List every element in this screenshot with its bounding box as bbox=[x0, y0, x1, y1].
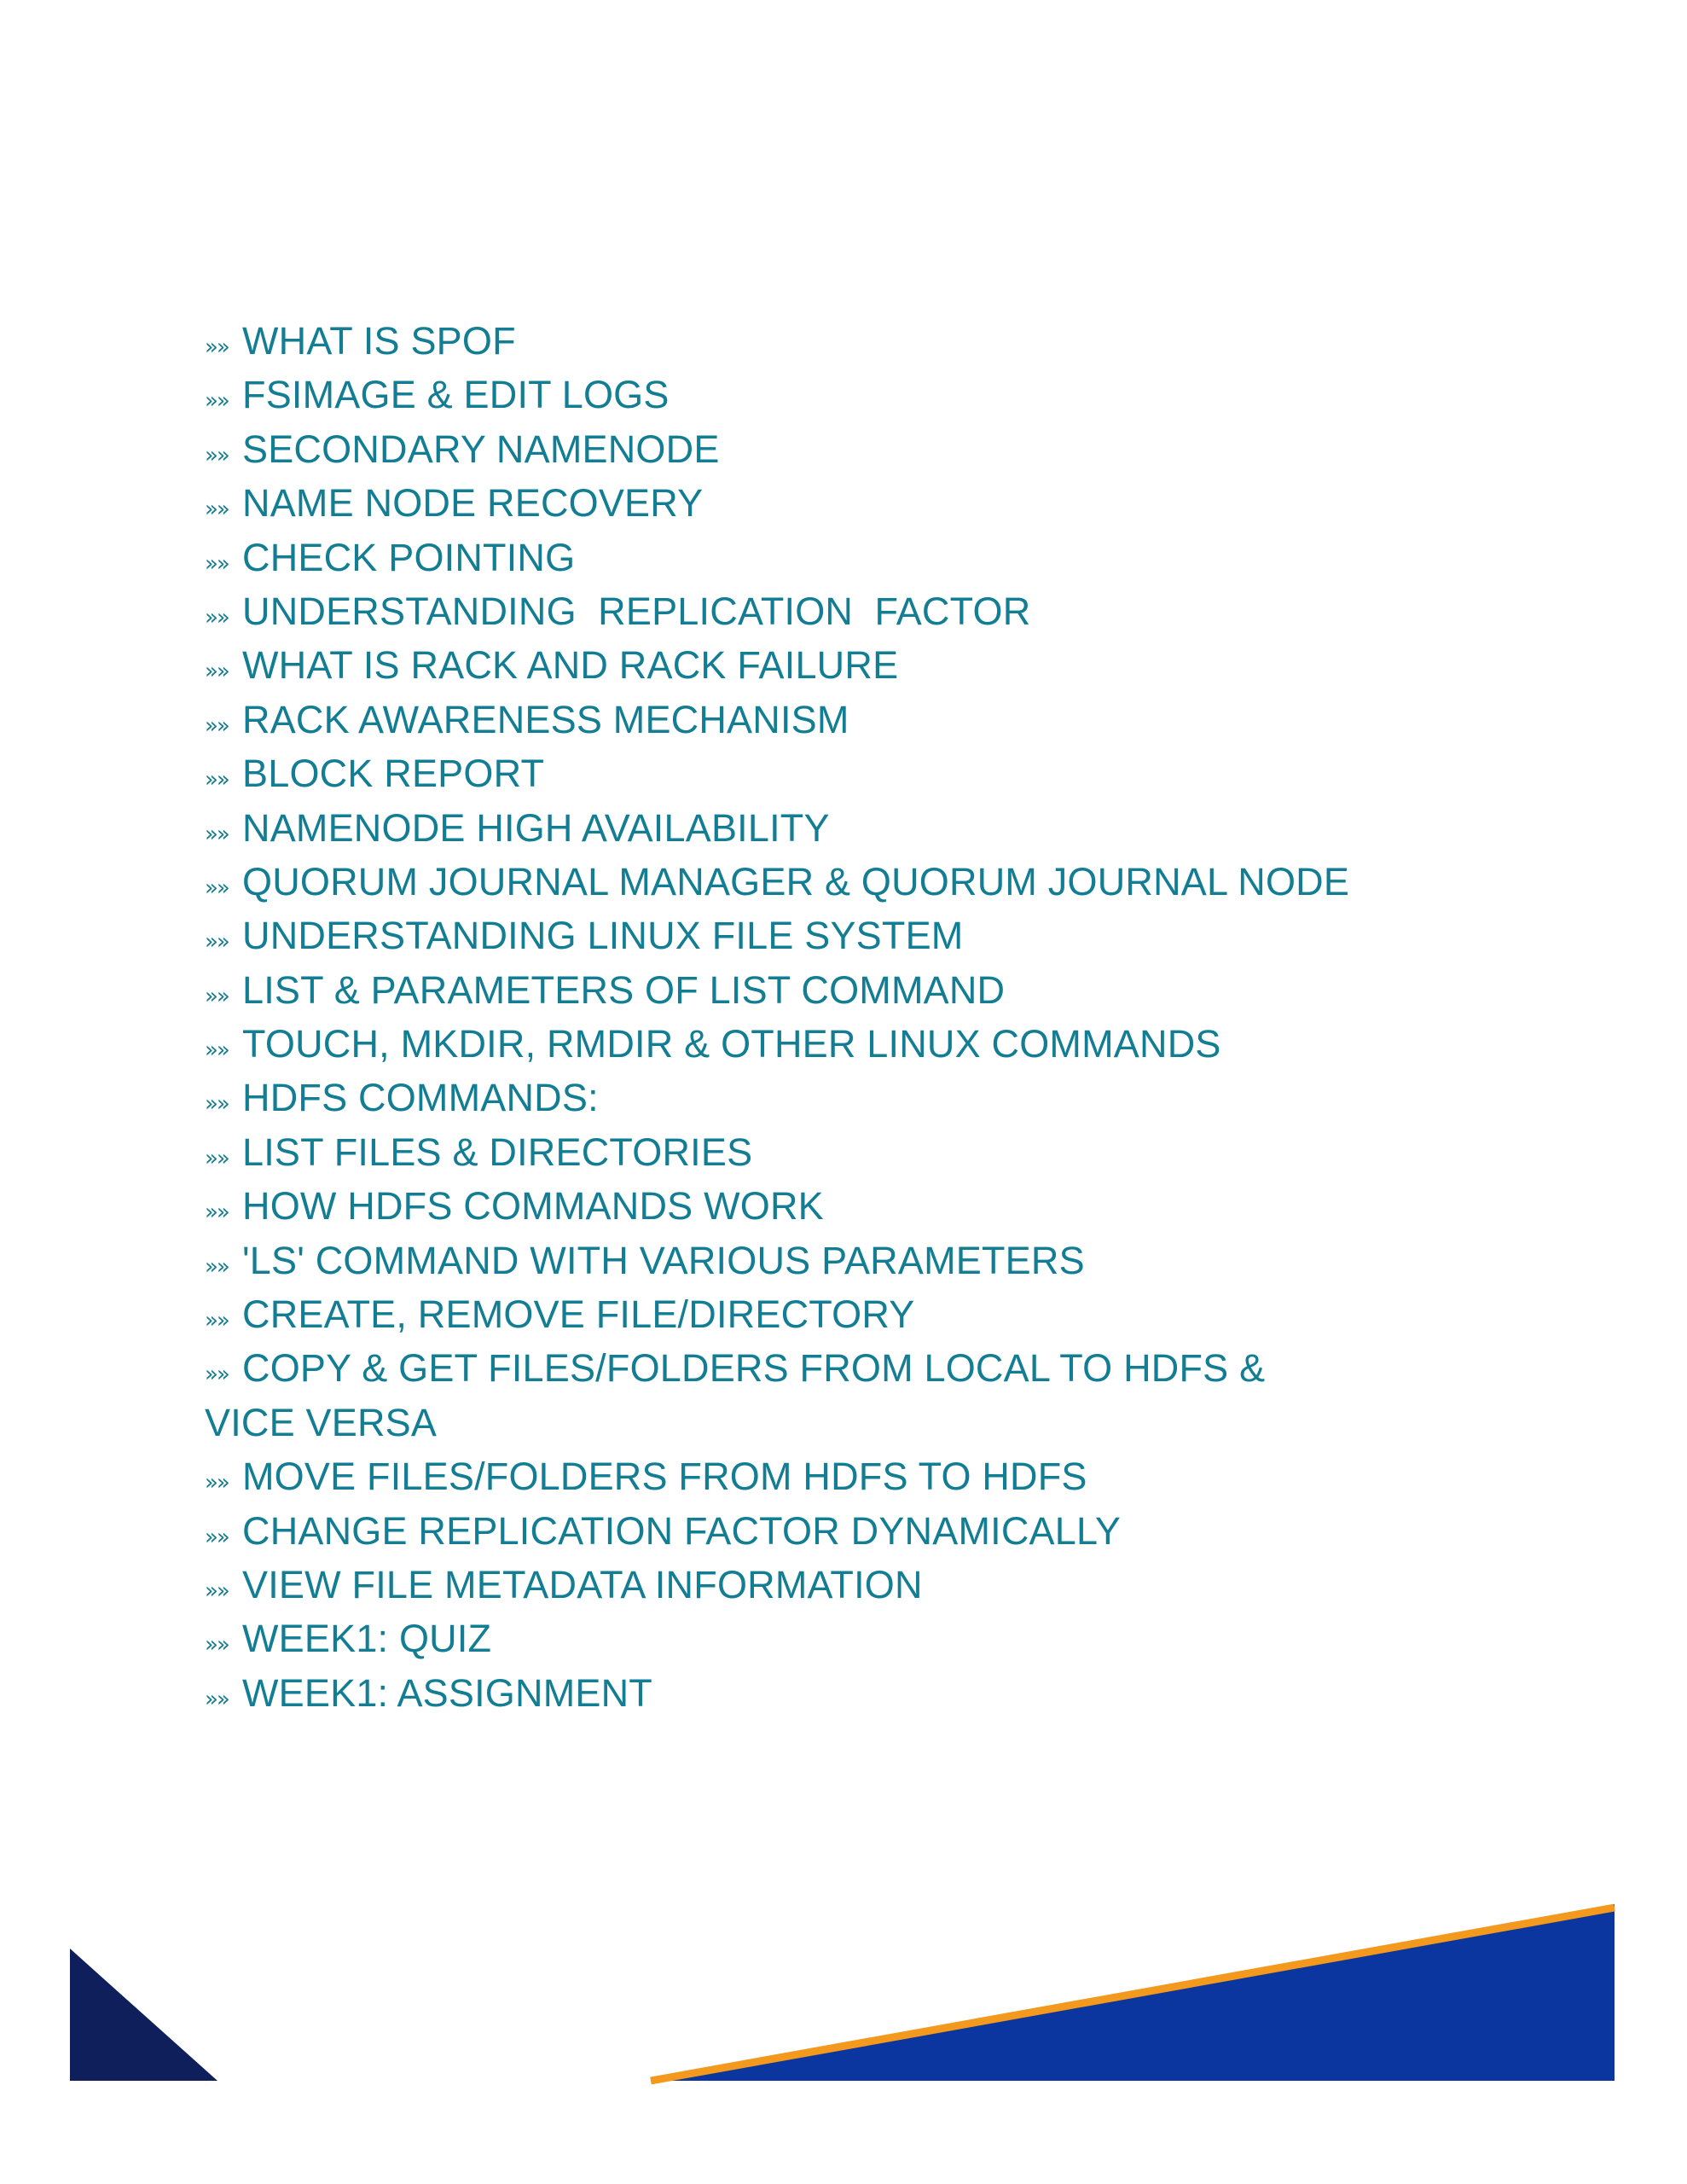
topic-label: 'LS' COMMAND WITH VARIOUS PARAMETERS bbox=[242, 1238, 1085, 1282]
bullet-icon: »» bbox=[205, 1037, 229, 1064]
topic-label: LIST & PARAMETERS OF LIST COMMAND bbox=[242, 967, 1006, 1012]
topic-label-continuation: VICE VERSA bbox=[205, 1400, 438, 1444]
topic-label: BLOCK REPORT bbox=[242, 752, 545, 796]
topic-label: RACK AWARENESS MECHANISM bbox=[242, 697, 849, 741]
bullet-icon: »» bbox=[205, 659, 229, 685]
navy-corner-triangle bbox=[70, 1949, 217, 2081]
bullet-icon: »» bbox=[205, 550, 229, 577]
bullet-icon: »» bbox=[205, 767, 229, 793]
bullet-icon: »» bbox=[205, 712, 229, 739]
bullet-icon: »» bbox=[205, 1199, 229, 1226]
topic-label: TOUCH, MKDIR, RMDIR & OTHER LINUX COMMANDS bbox=[242, 1022, 1221, 1066]
topic-label: NAMENODE HIGH AVAILABILITY bbox=[242, 805, 830, 850]
topic-label: VIEW FILE METADATA INFORMATION bbox=[242, 1562, 923, 1606]
bullet-icon: »» bbox=[205, 1091, 229, 1118]
topic-label: COPY & GET FILES/FOLDERS FROM LOCAL TO HDFS & bbox=[242, 1346, 1266, 1391]
topic-label: UNDERSTANDING LINUX FILE SYSTEM bbox=[242, 914, 964, 958]
topic-label: WEEK1: ASSIGNMENT bbox=[242, 1670, 652, 1715]
bullet-icon: »» bbox=[205, 1577, 229, 1604]
bullet-icon: »» bbox=[205, 497, 229, 523]
topic-label: UNDERSTANDING REPLICATION FACTOR bbox=[242, 589, 1031, 633]
bullet-icon: »» bbox=[205, 1362, 229, 1388]
bullet-icon: »» bbox=[205, 442, 229, 468]
topic-label: HDFS COMMANDS: bbox=[242, 1076, 599, 1120]
topic-label: CREATE, REMOVE FILE/DIRECTORY bbox=[242, 1292, 915, 1337]
bullet-icon: »» bbox=[205, 388, 229, 415]
topic-label: WHAT IS RACK AND RACK FAILURE bbox=[242, 643, 899, 688]
bullet-icon: »» bbox=[205, 983, 229, 1009]
bullet-icon: »» bbox=[205, 1686, 229, 1712]
topic-label: CHECK POINTING bbox=[242, 535, 576, 579]
topic-label: NAME NODE RECOVERY bbox=[242, 481, 704, 526]
topic-label: LIST FILES & DIRECTORIES bbox=[242, 1130, 753, 1174]
bullet-icon: »» bbox=[205, 929, 229, 956]
bullet-icon: »» bbox=[205, 1632, 229, 1658]
bullet-icon: »» bbox=[205, 1470, 229, 1496]
bullet-icon: »» bbox=[205, 1524, 229, 1550]
bullet-icon: »» bbox=[205, 334, 229, 360]
bullet-icon: »» bbox=[205, 821, 229, 847]
bullet-icon: »» bbox=[205, 1145, 229, 1171]
bullet-icon: »» bbox=[205, 604, 229, 630]
topic-label: WEEK1: QUIZ bbox=[242, 1617, 492, 1661]
topic-label: MOVE FILES/FOLDERS FROM HDFS TO HDFS bbox=[242, 1455, 1087, 1499]
topic-label: WHAT IS SPOF bbox=[242, 319, 516, 363]
topic-label: CHANGE REPLICATION FACTOR DYNAMICALLY bbox=[242, 1508, 1122, 1553]
topic-label: QUORUM JOURNAL MANAGER & QUORUM JOURNAL NODE bbox=[242, 859, 1350, 903]
bullet-icon: »» bbox=[205, 1253, 229, 1280]
topic-label: HOW HDFS COMMANDS WORK bbox=[242, 1184, 824, 1228]
topic-label: SECONDARY NAMENODE bbox=[242, 427, 720, 471]
bullet-icon: »» bbox=[205, 1308, 229, 1334]
bullet-icon: »» bbox=[205, 874, 229, 901]
topic-label: FSIMAGE & EDIT LOGS bbox=[242, 373, 670, 417]
